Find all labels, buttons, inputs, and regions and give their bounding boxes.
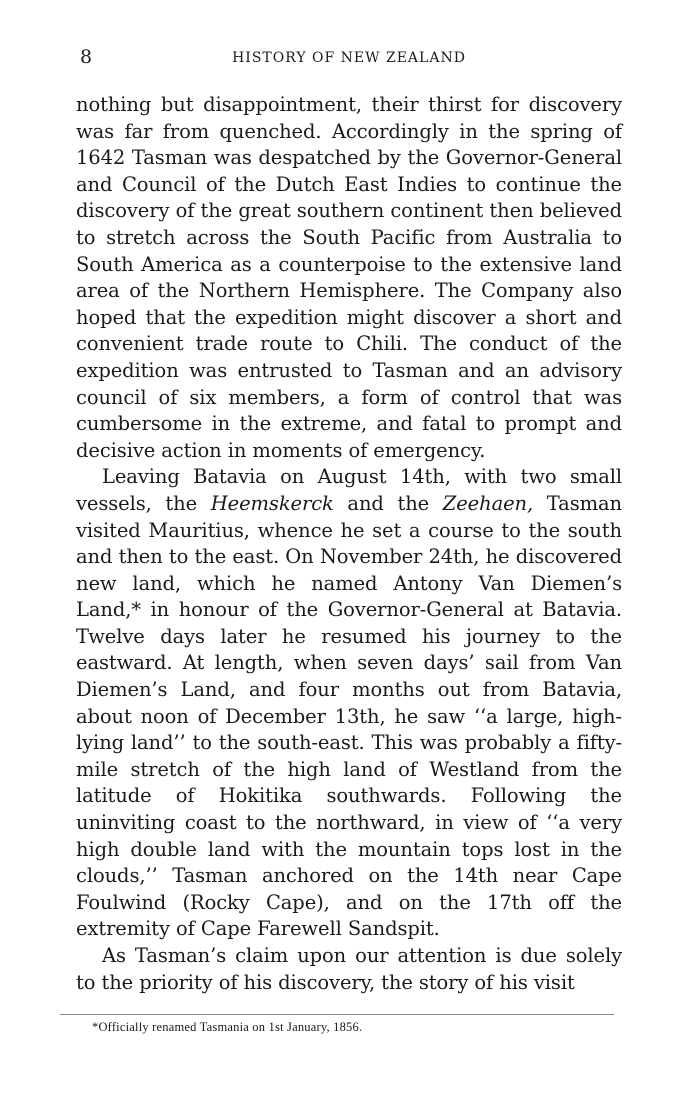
ship-name-zeehaen: Zeehaen,	[442, 491, 534, 515]
footnote: *Officially renamed Tasmania on 1st January, 1856.	[92, 1020, 363, 1034]
paragraph-2	[76, 464, 622, 943]
paragraph-2-text: Tasman visited Mauritius, whence he set a course to the south and then to the east. On November 24th, he discovered new land, which he named Antony Van Diemen’s Land,* in honour of the Governor-General at Batavia. Twelve days later he resumed his journey to the eastward. At length, when seven days’ sail from Van Diemen’s Land, and four months out from Batavia, about noon of December 13th, he saw ‘‘a large, high-lying land’’ to the south-east. This was probably a fifty-mile stretch of the high land of Westland from the latitude of Hokitika southwards. Following the uninviting coast to the northward, in view of ‘‘a very high double land with the mountain tops lost in the clouds,’’ Tasman anchored on the 14th near Cape Foulwind (Rocky Cape), and on the 17th off the extremity of Cape Farewell Sandspit.	[76, 491, 622, 941]
paragraph-2-text: Leaving Batavia on August 14th, with two small vessels, the	[76, 465, 622, 515]
paragraph-1	[76, 92, 622, 464]
footnote-divider	[60, 1014, 614, 1015]
book-page	[76, 44, 622, 996]
paragraph-3-text: As Tasman’s claim upon our attention is due solely to the priority of his discovery, the story of his visit	[76, 944, 622, 994]
paragraph-1-text: nothing but disappointment, their thirst for discovery was far from quenched. Accordingly in the spring of 1642 Tasman was despatched by the Governor-General and Council of the Dutch East Indies to continue the discovery of the great southern continent then believed to stretch across the South Pacific from Australia to South America as a counterpoise to the extensive land area of the Northern Hemisphere. The Company also hoped that the expedition might discover a short and convenient trade route to Chili. The conduct of the expedition was entrusted to Tasman and an advisory council of six members, a form of control that was cumbersome in the extreme, and fatal to prompt and decisive action in moments of emergency.	[76, 93, 622, 462]
running-head	[76, 44, 622, 80]
paragraph-2-text: and the	[333, 491, 443, 515]
running-title: HISTORY OF NEW ZEALAND	[232, 50, 466, 66]
ship-name-heemskerck: Heemskerck	[210, 491, 334, 515]
paragraph-3	[76, 943, 622, 996]
body-text	[76, 92, 622, 996]
page-number: 8	[80, 46, 93, 68]
